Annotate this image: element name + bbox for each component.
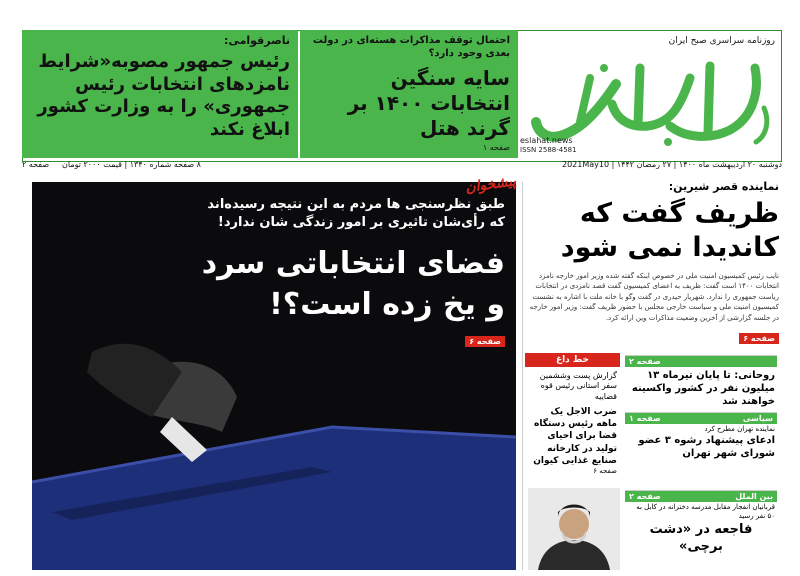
brief-tag-bar <box>625 413 777 424</box>
main-story[interactable] <box>527 180 779 345</box>
headline-box-left[interactable] <box>22 30 298 158</box>
masthead-tagline: روزنامه سراسری صبح ایران <box>668 36 775 46</box>
box-kicker: ناصرقوامی: <box>224 34 290 47</box>
hot-line-sidebar[interactable] <box>525 353 620 485</box>
photo-story-intro: طبق نظرسنجی ها مردم به این نتیجه رسیده‌اند که رأی‌شان تاثیری بر امور زندگی شان ندارد! <box>207 197 505 231</box>
brief-kicker: نماینده تهران مطرح کرد <box>704 425 775 433</box>
brief-tag: صفحه ۲ <box>629 492 661 501</box>
watermark: پیشخوان <box>464 173 518 197</box>
dateline-page: صفحه ۲ <box>22 160 50 169</box>
sidebar-title: خط داغ <box>525 353 620 367</box>
box-page-ref: صفحه ۱ <box>482 143 510 152</box>
person-portrait-icon <box>528 488 620 570</box>
box-kicker: احتمال توقف مذاکرات هسته‌ای در دولت بعدی وجود دارد؟ <box>312 35 510 59</box>
photo-story-page <box>200 329 505 348</box>
brief-headline: فاجعه در «دشت برچی» <box>649 522 753 555</box>
briefs-column <box>625 355 777 460</box>
photo-story[interactable] <box>200 196 505 348</box>
brief-tag-bar <box>625 491 777 502</box>
sidebar-kicker: گزارش پست وششمین سفر استانی رئیس قوه قضاییه <box>539 371 617 401</box>
page-ref-tag: صفحه ۶ <box>739 333 779 344</box>
brief-label: سیاسی <box>742 414 773 423</box>
dateline-issue: ۸ صفحه شماره ۱۳۴۰ | قیمت ۲۰۰۰ تومان <box>62 160 201 169</box>
headline-box-middle[interactable] <box>300 30 518 158</box>
main-story-kicker: نماینده قصر شیرین: <box>668 180 779 193</box>
box-headline: سایه سنگین انتخابات ۱۴۰۰ بر گرند هتل <box>347 66 510 140</box>
brief-item[interactable] <box>625 490 777 556</box>
brief-label: بین الملل <box>735 492 773 501</box>
dateline-date: دوشنبه ۲۰ اردیبهشت ماه ۱۴۰۰ | ۲۷ رمضان ۱۴۴۲ | 2021May10 <box>562 160 782 169</box>
brief-kicker: قربانیان انفجار مقابل مدرسه دخترانه در کابل به ۵۰ نفر رسید <box>636 503 775 521</box>
brief-headline: ادعای پیشنهاد رشوه ۳ عضو شورای شهر تهران <box>638 435 775 459</box>
main-story-headline: ظریف گفت که کاندیدا نمی شود <box>560 198 779 263</box>
column-divider <box>522 182 523 570</box>
box-headline: رئیس جمهور مصوبه«شرایط نامزدهای انتخابات رئیس جمهوری» را به وزارت کشور ابلاغ نکند <box>37 51 290 140</box>
page-ref-tag: صفحه ۶ <box>465 336 505 347</box>
brief-headline: روحانی: تا پایان تیرماه ۱۳ میلیون نفر در کشور واکسینه خواهند شد <box>631 370 775 407</box>
dateline-bar <box>22 160 782 174</box>
brief-item[interactable] <box>625 355 777 410</box>
brief-item[interactable] <box>625 412 777 460</box>
main-story-body: نایب رئیس کمیسیون امنیت ملی در خصوص اینکه گفته شده وزیر امور خارجه نامزد انتخابات ۱۴۰۰ است گفت: ظریف به اعضای کمیسیون گفت قصد نامزدی در انتخابات ریاست جمهوری را ندارد. شهریار حیدری در گفت وگو با خانه ملت با اشاره به نشست کمیسیون امنیت ملی و سیاست خارجی مجلس با حضور ظریف گفت: وزیر امور خارجه در جلسه گزارشی از آخرین وضعیت مذاکرات وین ارائه کرد. <box>529 271 779 322</box>
sidebar-headline: ضرب الاجل یک ماهه رئیس دستگاه قضا برای احیای تولید در کارخانه صنایع غذایی کیوان <box>533 407 617 466</box>
masthead-issn: ISSN 2588-4581 <box>520 146 577 154</box>
sidebar-page: صفحه ۶ <box>593 466 617 475</box>
portrait-photo <box>528 488 620 570</box>
brief-tag: صفحه ۲ <box>625 356 777 367</box>
brief-tag: صفحه ۱ <box>629 414 661 423</box>
masthead-site: eslahat.news <box>520 136 573 145</box>
photo-story-headline: فضای انتخاباتی سرد و یخ زده است؟! <box>201 246 505 322</box>
